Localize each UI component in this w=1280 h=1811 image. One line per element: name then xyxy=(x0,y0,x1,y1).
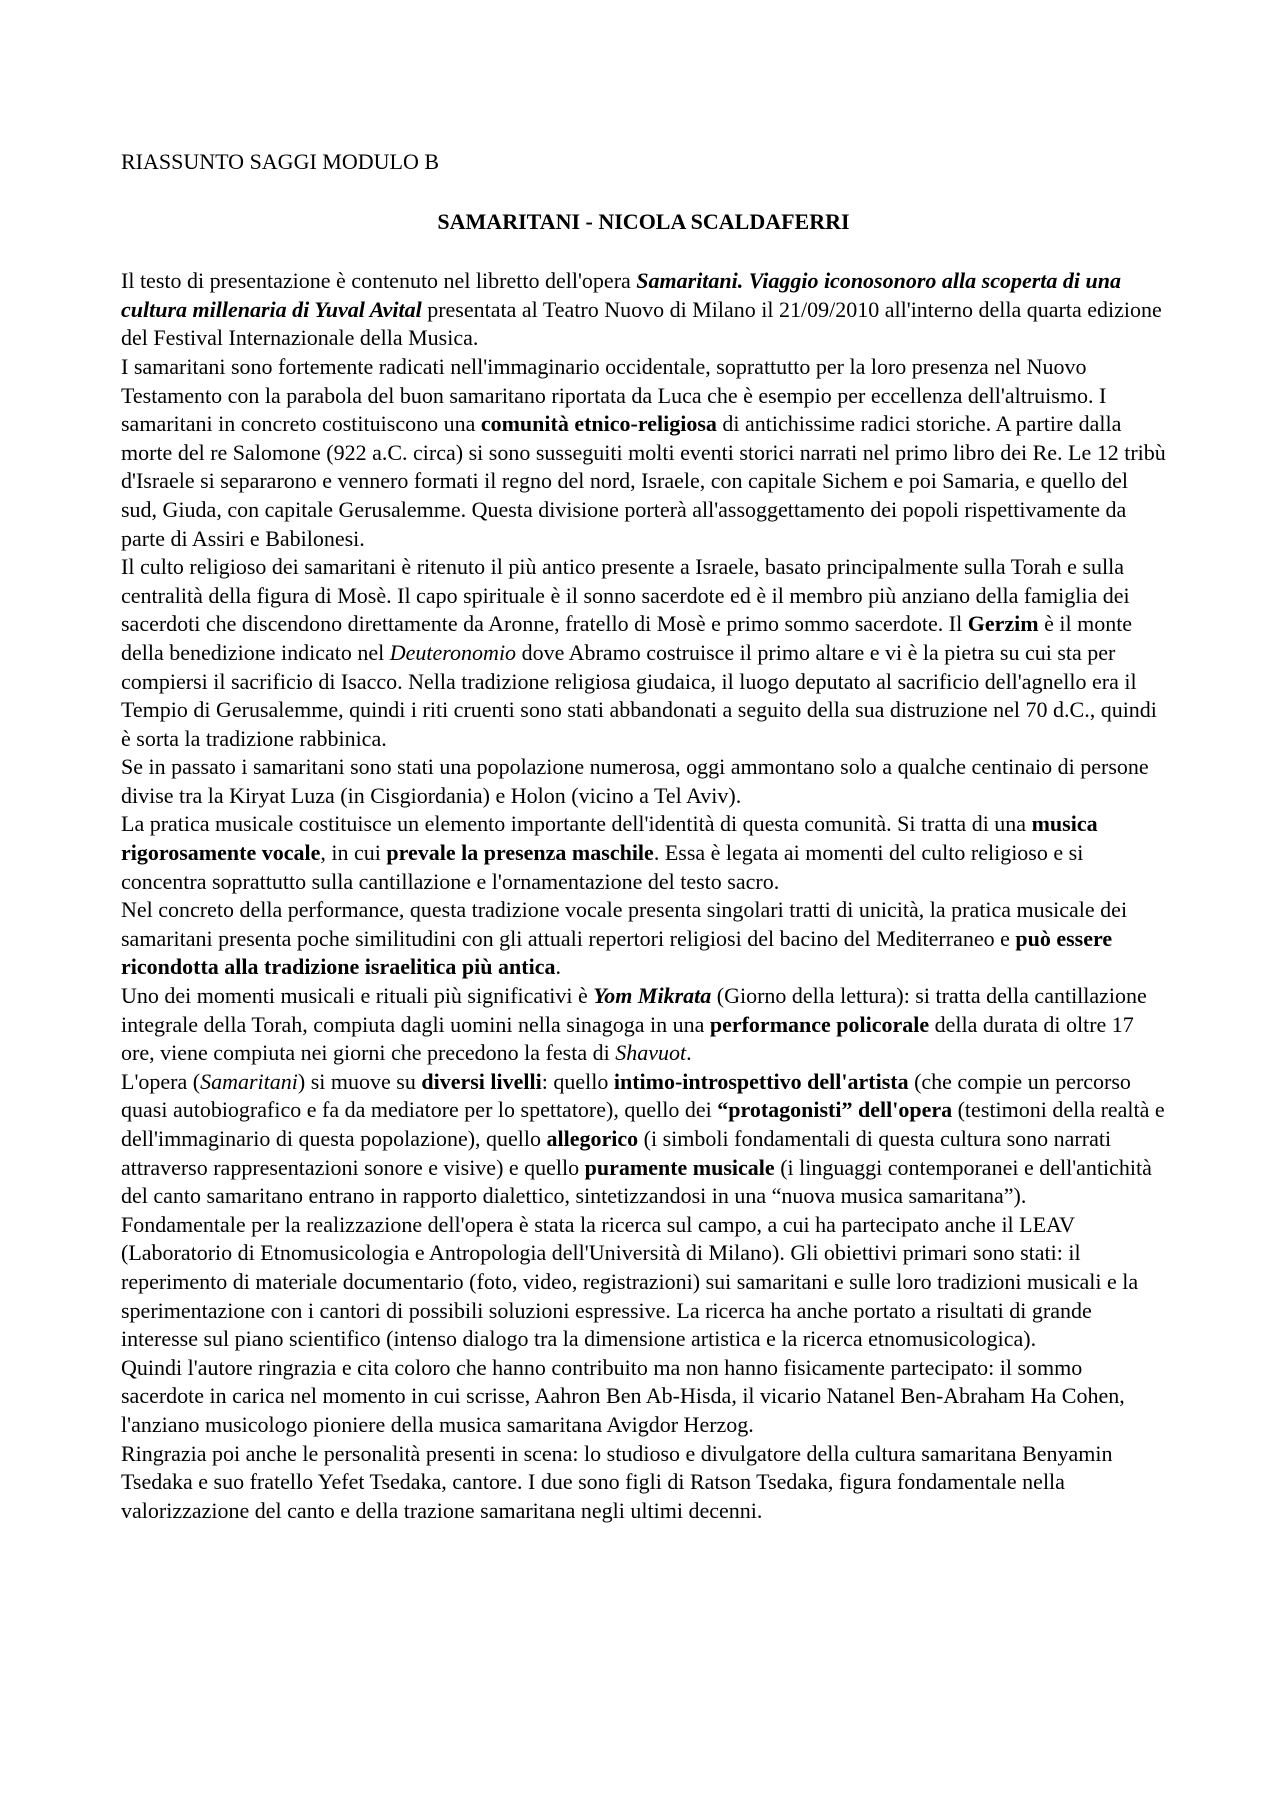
text-run: La pratica musicale costituisce un elemento importante dell'identità di questa comunità. Si tratta di una xyxy=(121,811,1032,837)
bold-term: “protagonisti” dell'opera xyxy=(717,1097,953,1123)
bold-term: può essere ricondotta alla tradizione israelitica più antica xyxy=(121,925,1113,980)
text-run: Il testo di presentazione è contenuto nel libretto dell'opera xyxy=(121,268,637,294)
paragraph-10: Quindi l'autore ringrazia e cita coloro che hanno contribuito ma non hanno fisicamente partecipato: il sommo sacerdote in carica nel momento in cui scrisse, Aahron Ben Ab-Hisda, il vicario Natanel Ben-Abraham Ha Cohen, l'anziano musicologo pioniere della musica samaritana Avigdor Herzog. xyxy=(121,1354,1125,1437)
bold-term: allegorico xyxy=(546,1126,639,1151)
text-run: (i simboli fondamentali di questa cultura sono narrati attraverso rappresentazioni sonore e visive) e quello xyxy=(121,1126,1112,1180)
document-title: SAMARITANI - NICOLA SCALDAFERRI xyxy=(437,208,850,234)
text-run: presentata al Teatro Nuovo di Milano il 21/09/2010 all'interno della quarta edizione del Festival Internazionale della Musica. xyxy=(121,296,1162,351)
paragraph-6 xyxy=(121,896,1166,982)
text-run: (Giorno della lettura): si tratta della cantillazione integrale della Torah, compiuta dagli uomini nella sinagoga in una xyxy=(121,983,1147,1037)
bold-term: performance policorale xyxy=(709,1011,930,1037)
text-run: . xyxy=(555,954,561,980)
bold-term: Gerzim xyxy=(967,611,1039,637)
text-run: (i linguaggi contemporanei e dell'antichità del canto samaritano entrano in rapporto dialettico, sintetizzandosi in una “nuova musica samaritana”). xyxy=(121,1154,1152,1209)
paragraph-4: Se in passato i samaritani sono stati una popolazione numerosa, oggi ammontano solo a qualche centinaio di persone divise tra la Kiryat Luza (in Cisgiordania) e Holon (vicino a Tel Aviv). xyxy=(121,754,1149,808)
paragraph-7 xyxy=(121,982,1166,1068)
text-run: (che compie un percorso quasi autobiografico e fa da mediatore per lo spettatore), quello dei xyxy=(121,1068,1131,1123)
text-run: I samaritani sono fortemente radicati nell'immaginario occidentale, soprattutto per la loro presenza nel Nuovo Testamento con la parabola del buon samaritano riportata da Luca che è esempio per eccellenza dell'altruismo. I samaritani in concreto costituiscono una xyxy=(121,353,1107,437)
text-run: Il culto religioso dei samaritani è ritenuto il più antico presente a Israele, basato principalmente sulla Torah e sulla centralità della figura di Mosè. Il capo spirituale è il sonno sacerdote ed è il membro più anziano della famiglia dei sacerdoti che discendono direttamente da Aronne, fratello di Mosè e primo sommo sacerdote. Il xyxy=(121,554,1130,637)
paragraph-1 xyxy=(121,267,1166,353)
paragraph-9: Fondamentale per la realizzazione dell'opera è stata la ricerca sul campo, a cui ha partecipato anche il LEAV (Laboratorio di Etnomusicologia e Antropologia dell'Università di Milano). Gli obiettivi primari sono stati: il reperimento di materiale documentario (foto, video, registrazioni) sui samaritani e sulle loro tradizioni musicali e la sperimentazione con i cantori di possibili soluzioni espressive. La ricerca ha anche portato a risultati di grande interesse sul piano scientifico (intenso dialogo tra la dimensione artistica e la ricerca etnomusicologica). xyxy=(121,1211,1139,1352)
italic-term: Samaritani xyxy=(200,1068,298,1094)
document-page xyxy=(121,148,1166,1525)
text-run: L'opera ( xyxy=(121,1068,201,1094)
text-run: Nel concreto della performance, questa tradizione vocale presenta singolari tratti di unicità, la pratica musicale dei samaritani presenta poche similitudini con gli attuali repertori religiosi del bacino del Mediterraneo e xyxy=(121,897,1128,951)
bold-term: diversi livelli xyxy=(421,1068,542,1094)
text-run: (testimoni della realtà e dell'immaginario di questa popolazione), quello xyxy=(121,1097,1165,1151)
bold-term: intimo-introspettivo dell'artista xyxy=(613,1068,909,1094)
document-body xyxy=(121,267,1166,1525)
text-run: , in cui xyxy=(320,840,387,866)
opera-title: Samaritani. Viaggio iconosonoro alla scoperta di una cultura millenaria di Yuval Avital xyxy=(121,268,1121,322)
bold-term: puramente musicale xyxy=(584,1154,775,1180)
text-run: della durata di oltre 17 ore, viene compiuta nei giorni che precedono la festa di xyxy=(121,1011,1134,1066)
bold-term: musica rigorosamente vocale xyxy=(121,811,1098,866)
italic-term: Deuteronomio xyxy=(389,639,517,665)
text-run: di antichissime radici storiche. A partire dalla morte del re Salomone (922 a.C. circa) si sono susseguiti molti eventi storici narrati nel primo libro dei Re. Le 12 tribù d'Israele si separarono e vennero formati il regno del nord, Israele, con capitale Sichem e poi Samaria, e quello del sud, Giuda, con capitale Gerusalemme. Questa divisione porterà all'assoggettamento dei popoli rispettivamente da parte di Assiri e Babilonesi. xyxy=(121,411,1166,551)
bold-term: prevale la presenza maschile xyxy=(386,840,654,866)
text-run: dove Abramo costruisce il primo altare e vi è la pietra su cui sta per compiersi il sacrificio di Isacco. Nella tradizione religiosa giudaica, il luogo deputato al sacrificio dell'agnello era il Tempio di Gerusalemme, quindi i riti cruenti sono stati abbandonati a seguito della sua distruzione nel 70 d.C., quindi è sorta la tradizione rabbinica. xyxy=(121,639,1157,751)
paragraph-5 xyxy=(121,810,1166,896)
text-run: Uno dei momenti musicali e rituali più significativi è xyxy=(121,983,594,1009)
italic-term: Shavuot xyxy=(615,1040,687,1066)
paragraph-11: Ringrazia poi anche le personalità presenti in scena: lo studioso e divulgatore della cultura samaritana Benyamin Tsedaka e suo fratello Yefet Tsedaka, cantore. I due sono figli di Ratson Tsedaka, figura fondamentale nella valorizzazione del canto e della trazione samaritana negli ultimi decenni. xyxy=(121,1440,1113,1523)
bold-italic-term: Yom Mikrata xyxy=(593,983,712,1009)
paragraph-8 xyxy=(121,1068,1166,1211)
paragraph-2 xyxy=(121,353,1166,553)
text-run: . Essa è legata ai momenti del culto religioso e si concentra soprattutto sulla cantillazione e l'ornamentazione del testo sacro. xyxy=(121,840,1084,894)
text-run: : quello xyxy=(541,1068,614,1094)
document-header: RIASSUNTO SAGGI MODULO B xyxy=(121,149,440,174)
bold-term: comunità etnico-religiosa xyxy=(480,411,717,437)
text-run: è il monte della benedizione indicato nel xyxy=(121,611,1133,665)
text-run: ) si muove su xyxy=(297,1068,422,1094)
paragraph-3 xyxy=(121,553,1166,753)
text-run: . xyxy=(686,1040,692,1066)
